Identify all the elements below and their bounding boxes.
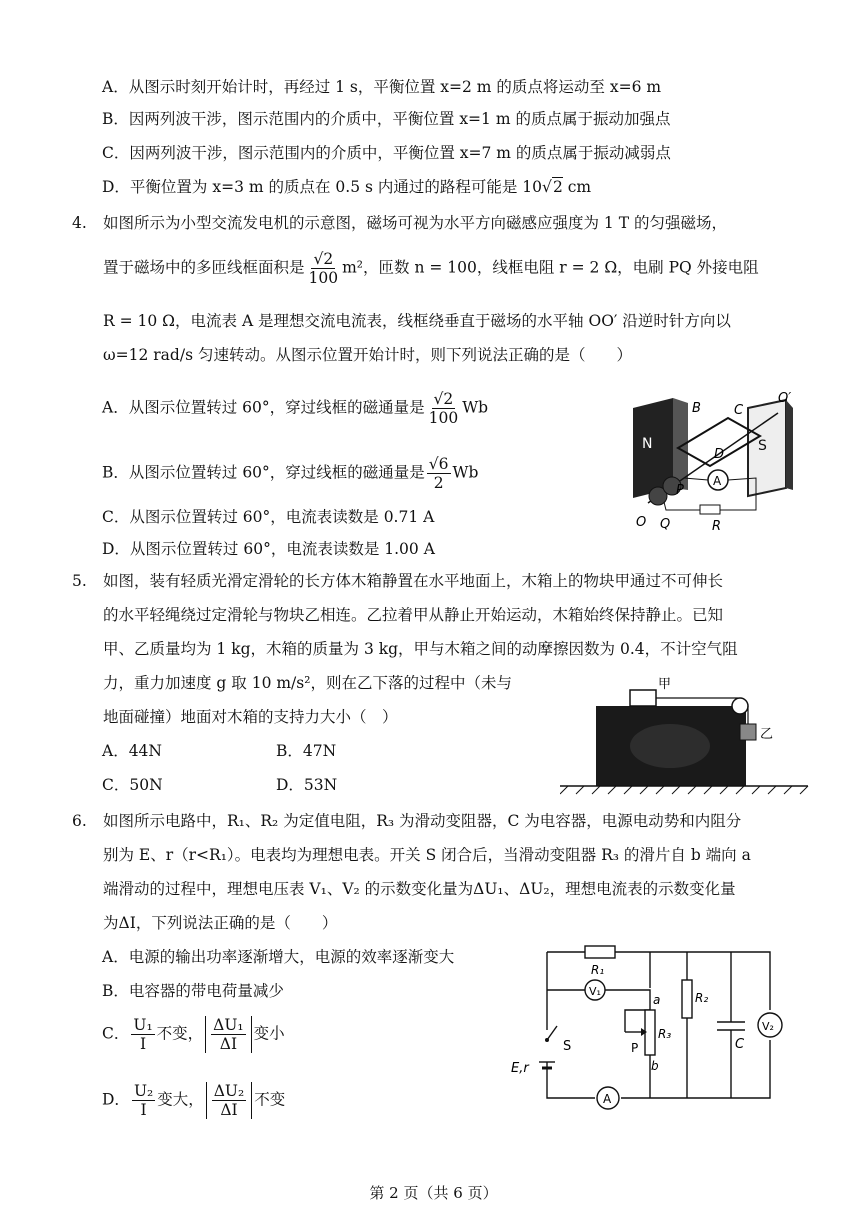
q5-stem-line1: 如图，装有轻质光滑定滑轮的长方体木箱静置在水平地面上，木箱上的物块甲通过不可伸长: [103, 572, 724, 590]
circuit-diagram: [505, 940, 810, 1110]
q5-option-b: B．47N: [276, 742, 337, 760]
q6-number: 6.: [72, 812, 87, 830]
q6-option-a: A．电源的输出功率逐渐增大，电源的效率逐渐变大: [102, 948, 455, 966]
q4-area-fraction: $\frac{√2}{100}$: [308, 250, 339, 287]
svg-text:S: S: [563, 1039, 572, 1054]
svg-text:R₂: R₂: [695, 991, 709, 1005]
page-footer: 第 2 页（共 6 页）: [369, 1184, 498, 1202]
q3-option-d-unit: cm: [562, 178, 592, 196]
q4-option-b: B．从图示位置转过 60°，穿过线框的磁通量是 $\frac{√6}{2}$ Wb: [102, 455, 479, 492]
resistor-R1: [585, 946, 615, 958]
q6-stem-line3: 端滑动的过程中，理想电压表 V₁、V₂ 的示数变化量为ΔU₁、ΔU₂，理想电流表的示数变化量: [103, 880, 736, 898]
q4-stem-line1: 如图所示为小型交流发电机的示意图，磁场可视为水平方向磁感应强度为 1 T 的匀强磁场，: [103, 214, 727, 232]
svg-text:P: P: [676, 483, 684, 498]
q6-option-d: D． $\frac{\text{U₂}}{I}$ 变大， $\frac{\text{ΔU₂}}{\Delta I}$ 不变: [102, 1082, 286, 1119]
box-pulley-diagram: [560, 676, 810, 796]
svg-text:V₁: V₁: [589, 985, 601, 998]
svg-text:b: b: [651, 1059, 659, 1073]
svg-text:O: O: [636, 515, 647, 530]
q3-option-c: C．因两列波干涉，图示范围内的介质中，平衡位置 x=7 m 的质点属于振动减弱点: [102, 144, 671, 162]
q4-option-c: C．从图示位置转过 60°，电流表读数是 0.71 A: [102, 508, 435, 526]
q4-stem-line2: 置于磁场中的多匝线框面积是 $\frac{√2}{100}$ m²，匝数 n = 100，线框电阻 r = 2 Ω，电刷 PQ 外接电阻: [103, 250, 759, 287]
q5-stem-line3: 甲、乙质量均为 1 kg，木箱的质量为 3 kg，甲与木箱之间的动摩擦因数为 0.4，不计空气阻: [103, 640, 738, 658]
q6-stem-line2: 别为 E、r（r<R₁）。电表均为理想电表。开关 S 闭合后，当滑动变阻器 R₃ 的滑片自 b 端向 a: [103, 846, 751, 864]
q5-stem-line2: 的水平轻绳绕过定滑轮与物块乙相连。乙拉着甲从静止开始运动，木箱始终保持静止。已知: [103, 606, 724, 624]
svg-text:R: R: [712, 519, 722, 534]
svg-text:E,r: E,r: [511, 1061, 529, 1076]
block-yi: [740, 724, 756, 740]
svg-text:V₂: V₂: [762, 1020, 774, 1033]
north-label: N: [642, 436, 653, 452]
pulley: [732, 698, 748, 714]
svg-text:O′: O′: [778, 391, 792, 406]
svg-text:R₁: R₁: [591, 963, 605, 977]
q5-stem-line4: 力，重力加速度 g 取 10 m/s²，则在乙下落的过程中（未与: [103, 674, 512, 692]
magnet-south-block: [748, 400, 786, 496]
ammeter-label: A: [713, 474, 722, 488]
q5-number: 5.: [72, 572, 87, 590]
svg-text:R₃: R₃: [658, 1027, 672, 1041]
q6-option-b: B．电容器的带电荷量减少: [102, 982, 284, 1000]
resistor-R: [700, 505, 720, 514]
svg-text:B: B: [692, 401, 701, 416]
resistor-R2: [682, 980, 692, 1018]
svg-text:A: A: [603, 1092, 612, 1106]
q6-option-c: C． $\frac{\text{U₁}}{I}$ 不变， $\frac{\text{ΔU₁}}{\Delta I}$ 变小: [102, 1016, 285, 1053]
svg-text:P: P: [631, 1041, 639, 1055]
q6-stem-line4: 为ΔI，下列说法正确的是（ ）: [103, 914, 338, 932]
q3-option-a: A．从图示时刻开始计时，再经过 1 s，平衡位置 x=2 m 的质点将运动至 x=6 m: [102, 78, 662, 96]
q5-stem-line5: 地面碰撞）地面对木箱的支持力大小（ ）: [103, 708, 398, 726]
q3-option-d-text: D．平衡位置为 x=3 m 的质点在 0.5 s 内通过的路程可能是 10: [102, 178, 543, 196]
q3-option-b: B．因两列波干涉，图示范围内的介质中，平衡位置 x=1 m 的质点属于振动加强点: [102, 110, 671, 128]
switch-S: [545, 1038, 549, 1042]
svg-text:a: a: [653, 993, 661, 1007]
q6-stem-line1: 如图所示电路中，R₁、R₂ 为定值电阻，R₃ 为滑动变阻器，C 为电容器，电源电动势和内阻分: [103, 812, 742, 830]
rheostat-R3: [645, 1010, 655, 1055]
svg-text:D: D: [714, 447, 725, 462]
q4-option-d: D．从图示位置转过 60°，电流表读数是 1.00 A: [102, 540, 435, 558]
q4-stem-line3: R = 10 Ω，电流表 A 是理想交流电流表，线框绕垂直于磁场的水平轴 OO′ 沿逆时针方向以: [103, 312, 731, 330]
q4-option-a: A．从图示位置转过 60°，穿过线框的磁通量是 $\frac{√2}{100}$ Wb: [102, 390, 489, 427]
q5-option-d: D．53N: [276, 776, 338, 794]
svg-text:甲: 甲: [658, 677, 672, 692]
south-label: S: [758, 438, 767, 454]
block-jia: [630, 690, 656, 706]
q3-option-d-sqrt: 2: [552, 178, 563, 196]
q4-stem-line4: ω=12 rad/s 匀速转动。从图示位置开始计时，则下列说法正确的是（ ）: [103, 346, 632, 364]
svg-text:C: C: [735, 1037, 745, 1052]
svg-text:乙: 乙: [760, 727, 774, 742]
svg-text:Q: Q: [660, 517, 671, 532]
generator-diagram: [628, 378, 808, 538]
q5-option-a: A．44N: [102, 742, 162, 760]
q3-option-d: D．平衡位置为 x=3 m 的质点在 0.5 s 内通过的路程可能是 10√2 cm: [102, 178, 592, 196]
q4-number: 4.: [72, 214, 87, 232]
svg-text:C: C: [734, 403, 744, 418]
q5-option-c: C．50N: [102, 776, 163, 794]
